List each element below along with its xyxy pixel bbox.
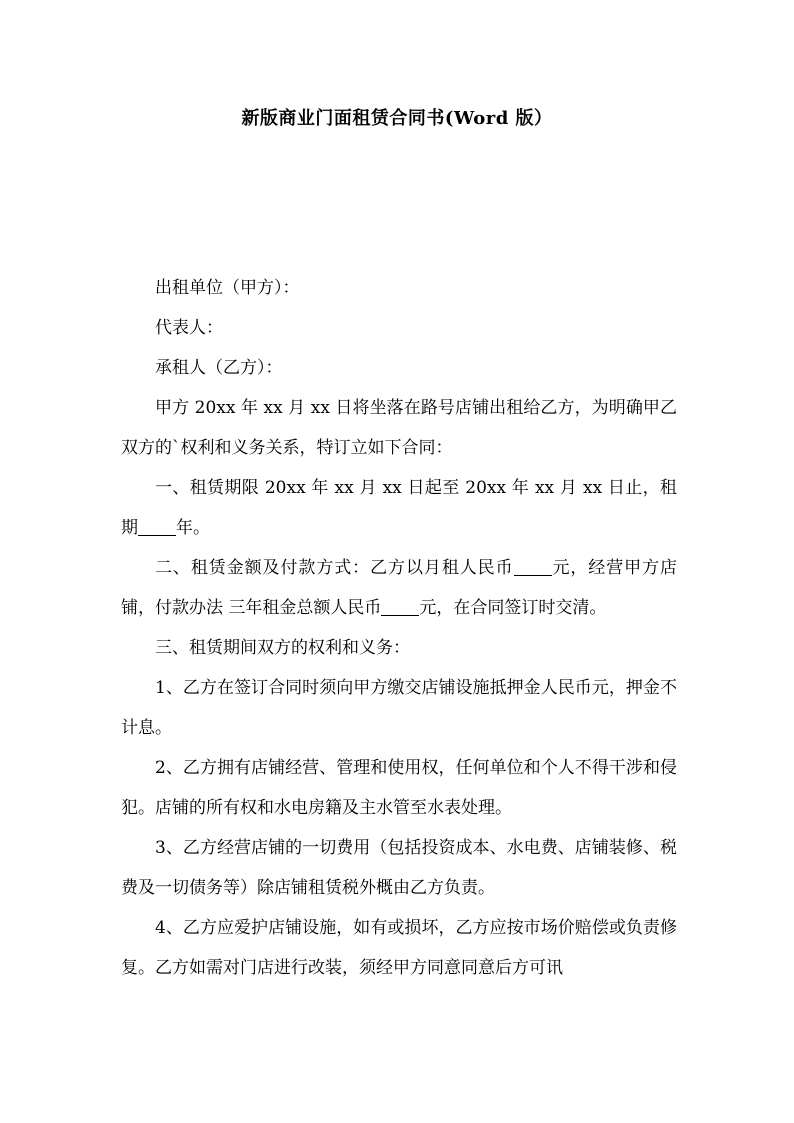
clause-3: 3、乙方经营店铺的一切费用（包括投资成本、水电费、店铺装修、税费及一切债务等）除店铺租赁税外概由乙方负责。 [121, 838, 677, 898]
rent-text-3: 元，在合同签订时交清。 [419, 598, 607, 618]
intro-paragraph: 甲方 20xx 年 xx 月 xx 日将坐落在路号店铺出租给乙方，为明确甲乙双方的`权利和义务关系，特订立如下合同： [121, 398, 677, 458]
representative-line: 代表人： [155, 318, 223, 338]
lease-term-end: 年。 [176, 518, 210, 538]
clause-2: 2、乙方拥有店铺经营、管理和使用权，任何单位和个人不得干涉和侵犯。店铺的所有权和水电房籍及主水管至水表处理。 [121, 758, 677, 818]
monthly-rent-blank [514, 558, 552, 576]
clause-4: 4、乙方应爱护店铺设施，如有或损坏，乙方应按市场价赔偿或负责修复。乙方如需对门店进行改装，须经甲方同意同意后方可讯 [121, 918, 677, 978]
lease-years-blank [138, 518, 176, 536]
lessor-line: 出租单位（甲方）： [155, 278, 300, 298]
lease-term-paragraph [121, 468, 677, 548]
lessee-line: 承租人（乙方）： [155, 358, 283, 378]
rent-text-2: 元，经营甲方店铺，付款办法 三年租金总额人民币 [121, 558, 678, 618]
total-rent-blank [381, 598, 419, 616]
document-title: 新版商业门面租赁合同书(Word 版） [241, 108, 553, 129]
rights-heading: 三、租赁期间双方的权利和义务： [155, 638, 410, 658]
document-body [121, 268, 677, 988]
rent-text-1: 二、租赁金额及付款方式：乙方以月租人民币 [155, 558, 514, 578]
rent-paragraph [121, 548, 677, 628]
lease-term-text: 一、租赁期限 20xx 年 xx 月 xx 日起至 20xx 年 xx 月 xx 日止，租期 [121, 478, 677, 538]
clause-1: 1、乙方在签订合同时须向甲方缴交店铺设施抵押金人民币元，押金不计息。 [121, 678, 677, 738]
